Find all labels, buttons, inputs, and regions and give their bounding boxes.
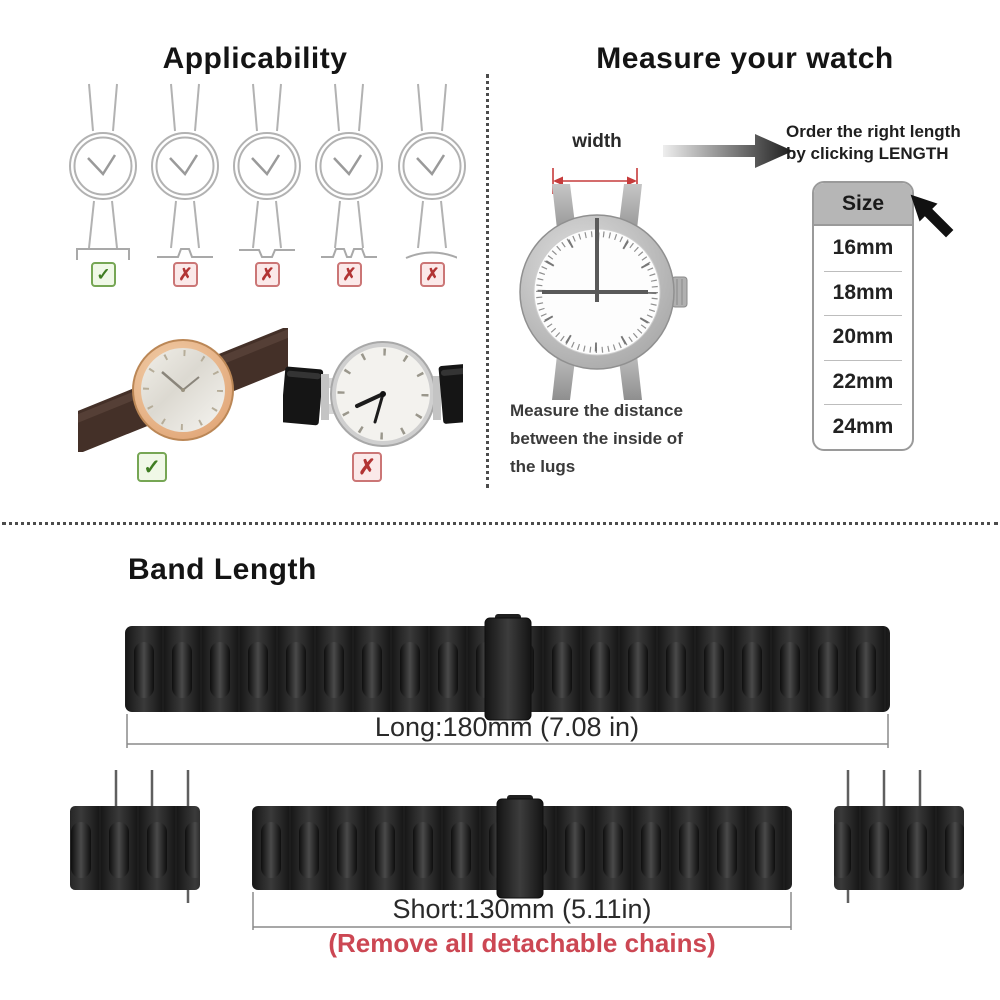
gradient-arrow-icon <box>663 130 793 172</box>
length-keyword: LENGTH <box>878 144 949 163</box>
schematic-watch-4 <box>316 84 382 248</box>
schematic-watch-1 <box>70 84 136 248</box>
schematic-watch-5 <box>399 84 465 248</box>
short-band-label: Short:130mm (5.11in) <box>392 894 652 924</box>
cross-icon: ✗ <box>352 452 382 482</box>
cross-icon: ✗ <box>420 262 445 287</box>
band-length-title: Band Length <box>128 553 317 586</box>
schematic-watch-2 <box>152 84 218 248</box>
recessed-notch-lug-icon <box>239 250 295 257</box>
example-detached-lug-watch-image <box>283 332 463 454</box>
cross-icon: ✗ <box>173 262 198 287</box>
example-leather-watch-image <box>78 328 288 452</box>
detachable-chain-left <box>70 770 200 903</box>
horizontal-divider <box>2 522 998 525</box>
size-row-22mm: 22mm <box>814 360 912 405</box>
double-notch-lug-icon <box>321 249 377 257</box>
check-icon: ✓ <box>137 452 167 482</box>
long-band-image <box>125 614 890 720</box>
schematic-watches-image <box>30 80 480 252</box>
check-icon: ✓ <box>91 262 116 287</box>
size-table <box>812 181 914 451</box>
size-row-16mm: 16mm <box>832 236 894 260</box>
short-band-image <box>252 795 792 898</box>
measure-title: Measure your watch <box>596 42 894 75</box>
schematic-watch-3 <box>234 84 300 248</box>
vertical-divider <box>486 74 489 488</box>
order-line1: Order the right length <box>786 122 961 141</box>
straight-lug-icon <box>77 249 129 260</box>
measure-note-line1: Measure the distance <box>510 401 683 420</box>
raised-notch-lug-icon <box>157 249 213 257</box>
cross-icon: ✗ <box>255 262 280 287</box>
cross-icon: ✗ <box>337 262 362 287</box>
applicability-title: Applicability <box>162 42 348 75</box>
curved-lug-icon <box>406 253 457 259</box>
order-instruction <box>786 121 986 165</box>
measure-note-line3: the lugs <box>510 457 576 476</box>
lug-type-icons <box>47 244 457 264</box>
size-table-header: Size <box>814 183 912 226</box>
measure-note-line2: between the inside of <box>510 429 683 448</box>
width-label: width <box>572 131 622 152</box>
size-row-18mm: 18mm <box>814 271 912 316</box>
order-line2: by clicking LENGTH <box>786 144 949 163</box>
cursor-arrow-icon <box>902 188 964 246</box>
size-row-20mm: 20mm <box>814 315 912 360</box>
detachable-chain-right <box>834 770 964 903</box>
remove-chains-note: (Remove all detachable chains) <box>328 928 716 958</box>
size-row-24mm: 24mm <box>814 404 912 449</box>
long-band-label: Long:180mm (7.08 in) <box>374 712 640 742</box>
